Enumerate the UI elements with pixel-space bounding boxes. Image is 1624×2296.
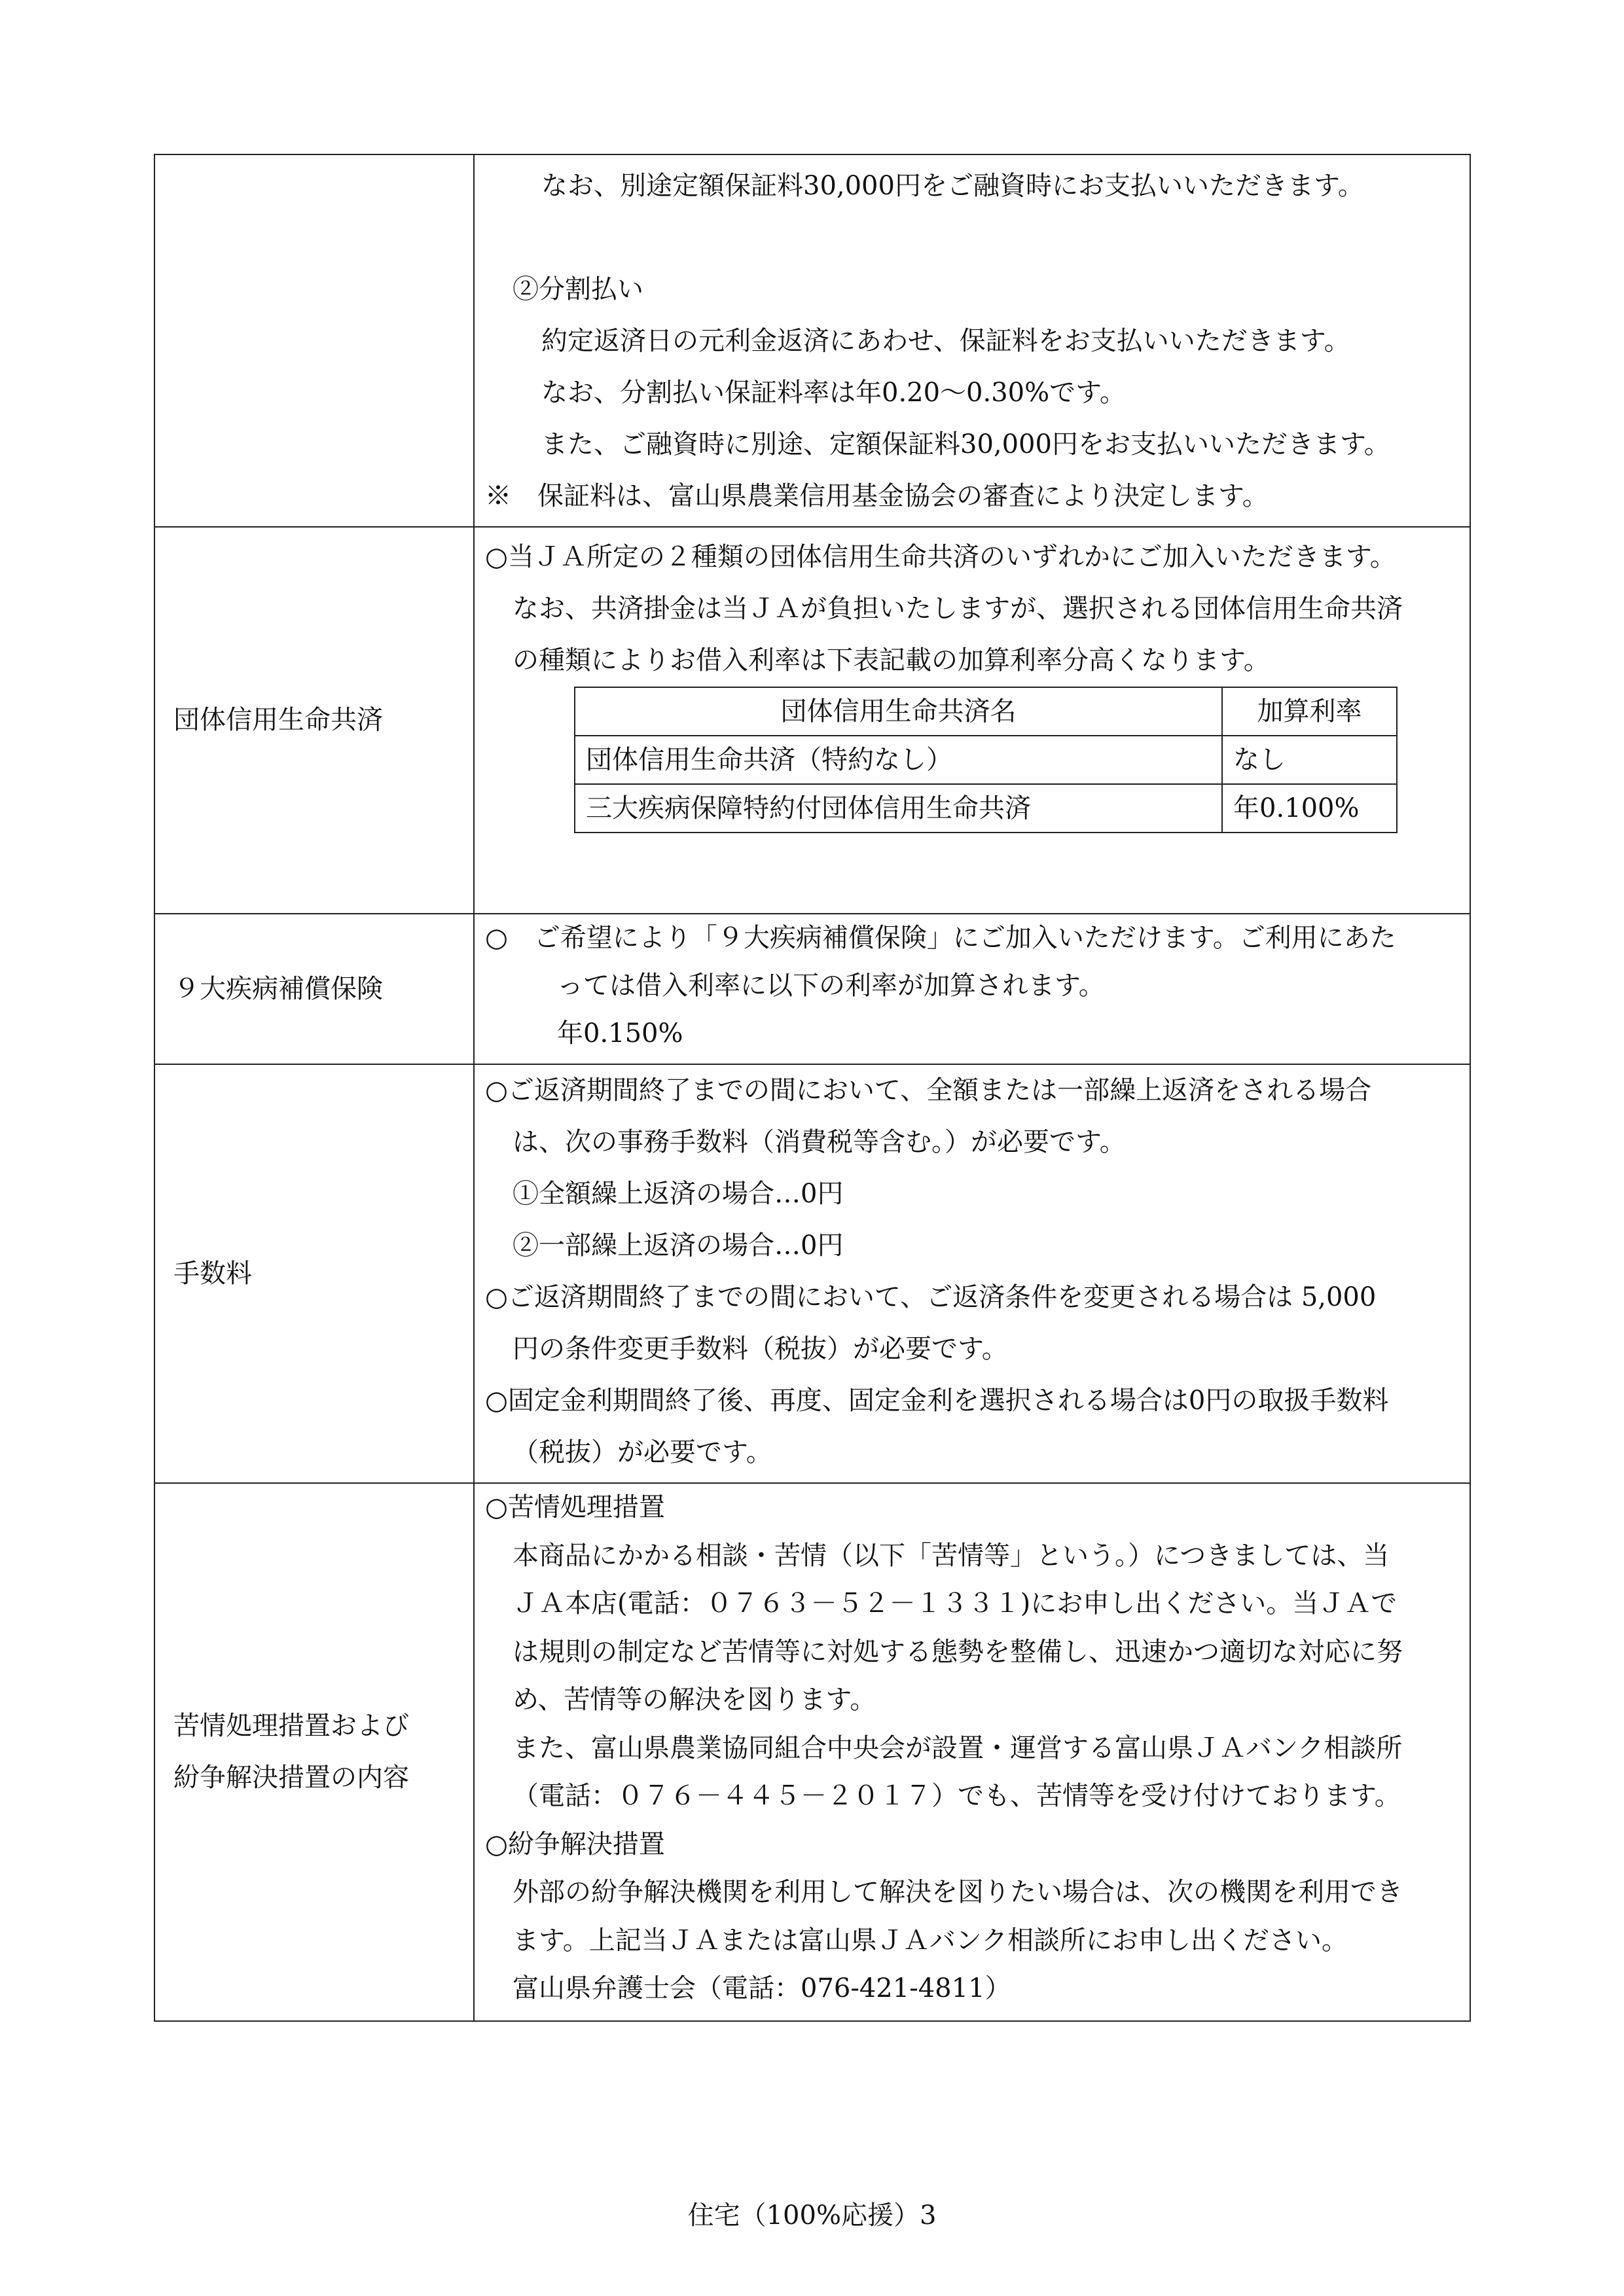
text-line: っては借入利率に以下の利率が加算されます。	[557, 971, 1105, 1001]
rate-cell: 年0.100%	[1222, 784, 1397, 833]
text-line: ます。上記当ＪＡまたは富山県ＪＡバンク相談所にお申し出ください。	[513, 1925, 1348, 1956]
plan-name-cell: 団体信用生命共済（特約なし）	[575, 736, 1222, 784]
text-line: ○ご返済期間終了までの間において、全額または一部繰上返済をされる場合	[485, 1075, 1372, 1105]
text-line: （税抜）が必要です。	[513, 1437, 772, 1467]
text-line: 年0.150%	[557, 1018, 683, 1049]
text-line: め、苦情等の解決を図ります。	[513, 1685, 876, 1715]
rate-cell: なし	[1222, 736, 1397, 784]
added-rate-header-row	[575, 687, 1397, 736]
terms-table	[154, 154, 1471, 2022]
text-line: ＪＡ本店(電話：０７６３－５２－１３３１)にお申し出ください。当ＪＡで	[513, 1588, 1398, 1619]
complaints-row	[154, 1483, 1470, 2021]
text-line: は規則の制定など苦情等に対処する態勢を整備し、迅速かつ適切な対応に努	[513, 1636, 1403, 1667]
text-line: 円の条件変更手数料（税抜）が必要です。	[513, 1334, 1008, 1364]
column-header-rate: 加算利率	[1222, 687, 1397, 736]
text-line: ○固定金利期間終了後、再度、固定金利を選択される場合は0円の取扱手数料	[485, 1386, 1389, 1416]
guarantee-fee-label	[154, 154, 474, 527]
fees-row	[154, 1064, 1470, 1483]
text-line: ②一部繰上返済の場合…0円	[513, 1230, 844, 1261]
fees-content	[474, 1064, 1470, 1483]
text-line: の種類によりお借入利率は下表記載の加算利率分高くなります。	[513, 645, 1270, 675]
text-line: なお、別途定額保証料30,000円をご融資時にお支払いいただきます。	[541, 171, 1364, 201]
text-line: 外部の紛争解決機関を利用して解決を図りたい場合は、次の機関を利用でき	[513, 1877, 1403, 1907]
text-line: ①全額繰上返済の場合…0円	[513, 1179, 844, 1209]
text-line: ※ 保証料は、富山県農業信用基金協会の審査により決定します。	[485, 481, 1269, 511]
guarantee-fee-content	[474, 154, 1470, 527]
text-line: 富山県弁護士会（電話：076-421-4811）	[513, 1973, 1011, 2003]
text-line: 約定返済日の元利金返済にあわせ、保証料をお支払いいただきます。	[541, 326, 1350, 356]
table-row	[575, 784, 1397, 833]
complaints-label-line: 苦情処理措置および	[173, 1711, 409, 1741]
text-line: また、ご融資時に別途、定額保証料30,000円をお支払いいただきます。	[541, 429, 1390, 459]
added-rate-table	[574, 687, 1398, 833]
nine-disease-content	[474, 914, 1470, 1064]
text-line: （電話：０７６－４４５－２０１７）でも、苦情等を受け付けております。	[513, 1781, 1401, 1811]
complaints-label	[154, 1483, 474, 2021]
text-line: ②分割払い	[513, 274, 643, 304]
table-row	[575, 736, 1397, 784]
column-header-plan: 団体信用生命共済名	[575, 687, 1222, 736]
text-line: ○ご返済期間終了までの間において、ご返済条件を変更される場合は 5,000	[485, 1282, 1377, 1312]
group-life-row	[154, 527, 1470, 914]
fees-label: 手数料	[154, 1064, 474, 1483]
text-line: ○苦情処理措置	[485, 1492, 665, 1522]
group-life-content	[474, 527, 1470, 914]
text-line: なお、共済掛金は当ＪＡが負担いたしますが、選択される団体信用生命共済	[513, 594, 1403, 624]
nine-disease-row	[154, 914, 1470, 1064]
group-life-label: 団体信用生命共済	[154, 527, 474, 914]
complaints-content	[474, 1483, 1470, 2021]
text-line: ○紛争解決措置	[485, 1829, 665, 1859]
text-line: は、次の事務手数料（消費税等含む。）が必要です。	[513, 1127, 1126, 1157]
guarantee-fee-row	[154, 154, 1470, 527]
nine-disease-label: ９大疾病補償保険	[154, 914, 474, 1064]
text-line: なお、分割払い保証料率は年0.20～0.30%です。	[541, 378, 1126, 408]
page-footer: 住宅（100%応援）3	[687, 2200, 937, 2231]
plan-name-cell: 三大疾病保障特約付団体信用生命共済	[575, 784, 1222, 833]
complaints-label-line: 紛争解決措置の内容	[173, 1763, 409, 1793]
text-line: ○ ご希望により「９大疾病補償保険」にご加入いただけます。ご利用にあた	[485, 923, 1396, 953]
text-line: 本商品にかかる相談・苦情（以下「苦情等」という。）につきましては、当	[513, 1540, 1390, 1571]
text-line: ○当ＪＡ所定の２種類の団体信用生命共済のいずれかにご加入いただきます。	[485, 542, 1396, 572]
text-line: また、富山県農業協同組合中央会が設置・運営する富山県ＪＡバンク相談所	[513, 1732, 1403, 1763]
blank-line	[485, 212, 1463, 264]
